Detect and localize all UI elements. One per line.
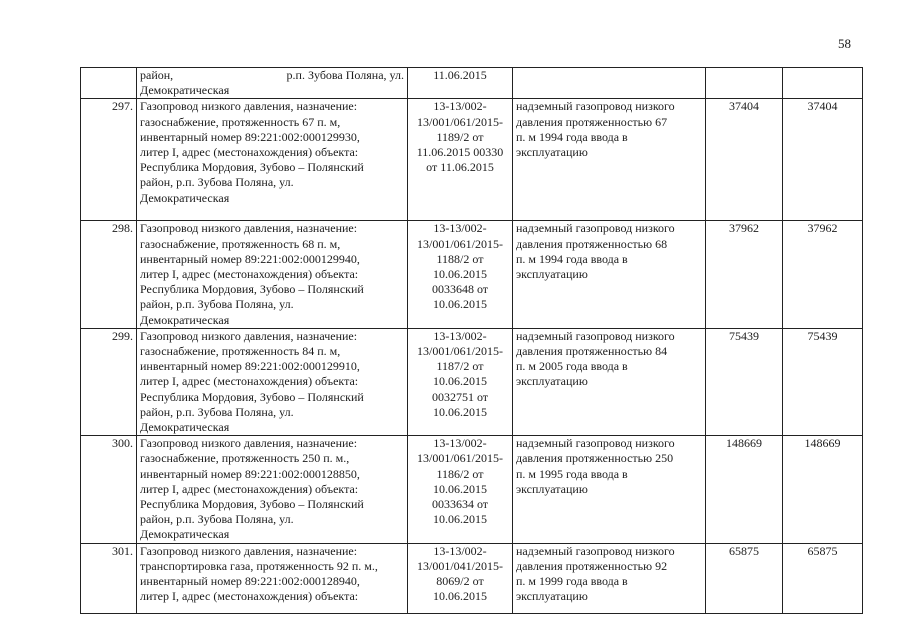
object-description-cell (137, 543, 408, 613)
characteristics-cell (513, 328, 706, 435)
characteristics-cell (513, 68, 706, 99)
registration-cell (408, 99, 513, 221)
description-line (140, 68, 404, 83)
object-description-cell (137, 68, 408, 99)
object-description-cell (137, 436, 408, 543)
description-line: район, р.п. Зубова Поляна, ул. (140, 297, 294, 312)
characteristics-line: эксплуатацию (516, 145, 588, 160)
characteristics-line: давления протяженностью 68 (516, 236, 668, 251)
registration-line: 11.06.2015 00330 (416, 145, 504, 160)
registration-line: 10.06.2015 (433, 374, 487, 389)
object-description-cell (137, 99, 408, 221)
table-row (81, 221, 863, 328)
characteristics-line: эксплуатацию (516, 589, 588, 604)
registration-line: 11.06.2015 (433, 68, 487, 82)
description-line: Демократическая (140, 527, 230, 542)
registration-line: 1186/2 от (436, 466, 484, 481)
characteristics-line: эксплуатацию (516, 374, 588, 389)
description-line: Республика Мордовия, Зубово – Полянский (140, 497, 364, 512)
registration-line: 8069/2 от (436, 574, 484, 589)
description-line: Газопровод низкого давления, назначение: (140, 436, 358, 451)
description-line: литер I, адрес (местонахождения) объекта: (140, 481, 359, 496)
value-cell-1: 65875 (706, 543, 783, 613)
characteristics-line: п. м 2005 года ввода в (516, 359, 628, 374)
registration-line: 13-13/002- (433, 221, 487, 236)
characteristics-line: п. м 1994 года ввода в (516, 251, 628, 266)
characteristics-line: п. м 1999 года ввода в (516, 574, 628, 589)
registration-line: 13/001/061/2015- (417, 236, 503, 251)
value-cell-1 (706, 68, 783, 99)
description-line: Газопровод низкого давления, назначение: (140, 328, 358, 343)
description-line: Республика Мордовия, Зубово – Полянский (140, 389, 364, 404)
characteristics-line: эксплуатацию (516, 267, 588, 282)
registration-cell (408, 68, 513, 99)
characteristics-cell (513, 436, 706, 543)
value-cell-1: 75439 (706, 328, 783, 435)
characteristics-line: п. м 1995 года ввода в (516, 466, 628, 481)
value-cell-2: 65875 (783, 543, 863, 613)
registration-line: 0033648 от (431, 282, 489, 297)
row-number-cell (81, 68, 137, 99)
registration-line: от 11.06.2015 (426, 160, 494, 175)
registration-line: 13-13/002- (433, 99, 487, 114)
description-line: район, р.п. Зубова Поляна, ул. (140, 512, 294, 527)
registration-line: 13/001/061/2015- (417, 114, 503, 129)
registration-cell (408, 436, 513, 543)
description-line: Демократическая (140, 190, 230, 205)
description-line: инвентарный номер 89:221:002:000129910, (140, 359, 360, 374)
table-row (81, 436, 863, 543)
registration-line: 1188/2 от (436, 251, 484, 266)
registration-line: 13/001/061/2015- (417, 344, 503, 359)
table-row (81, 99, 863, 221)
table-row (81, 328, 863, 435)
description-line: Республика Мордовия, Зубово – Полянский (140, 282, 364, 297)
description-line: литер I, адрес (местонахождения) объекта: (140, 267, 359, 282)
registration-line: 10.06.2015 (433, 267, 487, 282)
characteristics-cell (513, 99, 706, 221)
value-cell-2: 37962 (783, 221, 863, 328)
characteristics-line: надземный газопровод низкого (516, 221, 675, 236)
registration-line: 1187/2 от (436, 359, 484, 374)
registration-cell (408, 543, 513, 613)
row-number-cell: 297. (81, 99, 137, 221)
page-number: 58 (838, 36, 851, 51)
characteristics-line: давления протяженностью 92 (516, 558, 668, 573)
property-registry-table (80, 67, 863, 614)
registration-line: 10.06.2015 (433, 589, 487, 604)
characteristics-cell (513, 543, 706, 613)
registration-line: 13-13/002- (433, 328, 487, 343)
characteristics-line: надземный газопровод низкого (516, 436, 675, 451)
description-line: инвентарный номер 89:221:002:000129940, (140, 251, 360, 266)
registration-line: 13/001/061/2015- (417, 451, 503, 466)
registration-line: 10.06.2015 (433, 512, 487, 527)
description-line: газоснабжение, протяженность 68 п. м, (140, 236, 341, 251)
registration-cell (408, 221, 513, 328)
value-cell-1: 37404 (706, 99, 783, 221)
registration-line: 13-13/002- (433, 436, 487, 451)
registration-line: 0033634 от (431, 497, 489, 512)
registration-line: 10.06.2015 (433, 481, 487, 496)
description-line: район, р.п. Зубова Поляна, ул. (140, 175, 294, 190)
description-line: Демократическая (140, 83, 230, 98)
characteristics-line: надземный газопровод низкого (516, 99, 675, 114)
characteristics-line: надземный газопровод низкого (516, 543, 675, 558)
row-number-cell: 298. (81, 221, 137, 328)
registration-line: 10.06.2015 (433, 404, 487, 419)
object-description-cell (137, 221, 408, 328)
description-line: Газопровод низкого давления, назначение: (140, 99, 358, 114)
table-row-continuation (81, 68, 863, 99)
registration-line: 0032751 от (431, 389, 489, 404)
table-row (81, 543, 863, 613)
row-number-cell: 301. (81, 543, 137, 613)
registration-cell (408, 328, 513, 435)
characteristics-line: давления протяженностью 84 (516, 344, 668, 359)
value-cell-2: 75439 (783, 328, 863, 435)
value-cell-2 (783, 68, 863, 99)
description-fragment: район, (140, 68, 174, 82)
description-fragment: р.п. Зубова Поляна, ул. (286, 68, 404, 82)
row-number-cell: 300. (81, 436, 137, 543)
registration-line: 13-13/002- (433, 543, 487, 558)
value-cell-1: 37962 (706, 221, 783, 328)
row-number-cell: 299. (81, 328, 137, 435)
description-line: инвентарный номер 89:221:002:000128940, (140, 574, 360, 589)
description-line: Демократическая (140, 420, 230, 435)
description-line: транспортировка газа, протяженность 92 п. м., (140, 558, 378, 573)
description-line: газоснабжение, протяженность 84 п. м, (140, 344, 341, 359)
characteristics-line: давления протяженностью 250 (516, 451, 674, 466)
description-line: инвентарный номер 89:221:002:000129930, (140, 129, 360, 144)
description-line: литер I, адрес (местонахождения) объекта: (140, 374, 359, 389)
description-line: Газопровод низкого давления, назначение: (140, 543, 358, 558)
description-line: газоснабжение, протяженность 67 п. м, (140, 114, 341, 129)
object-description-cell (137, 328, 408, 435)
characteristics-line: надземный газопровод низкого (516, 328, 675, 343)
characteristics-cell (513, 221, 706, 328)
characteristics-line: давления протяженностью 67 (516, 114, 668, 129)
description-line: Газопровод низкого давления, назначение: (140, 221, 358, 236)
description-line: литер I, адрес (местонахождения) объекта: (140, 589, 359, 604)
description-line: район, р.п. Зубова Поляна, ул. (140, 404, 294, 419)
characteristics-line: эксплуатацию (516, 481, 588, 496)
description-line: газоснабжение, протяженность 250 п. м., (140, 451, 350, 466)
registration-line: 1189/2 от (436, 129, 484, 144)
registration-line: 13/001/041/2015- (417, 558, 503, 573)
description-line: Демократическая (140, 312, 230, 327)
value-cell-2: 37404 (783, 99, 863, 221)
description-line: Республика Мордовия, Зубово – Полянский (140, 160, 364, 175)
description-line: литер I, адрес (местонахождения) объекта: (140, 145, 359, 160)
description-line: инвентарный номер 89:221:002:000128850, (140, 466, 360, 481)
characteristics-line: п. м 1994 года ввода в (516, 129, 628, 144)
registration-line: 10.06.2015 (433, 297, 487, 312)
registry-body (81, 68, 863, 614)
value-cell-2: 148669 (783, 436, 863, 543)
value-cell-1: 148669 (706, 436, 783, 543)
